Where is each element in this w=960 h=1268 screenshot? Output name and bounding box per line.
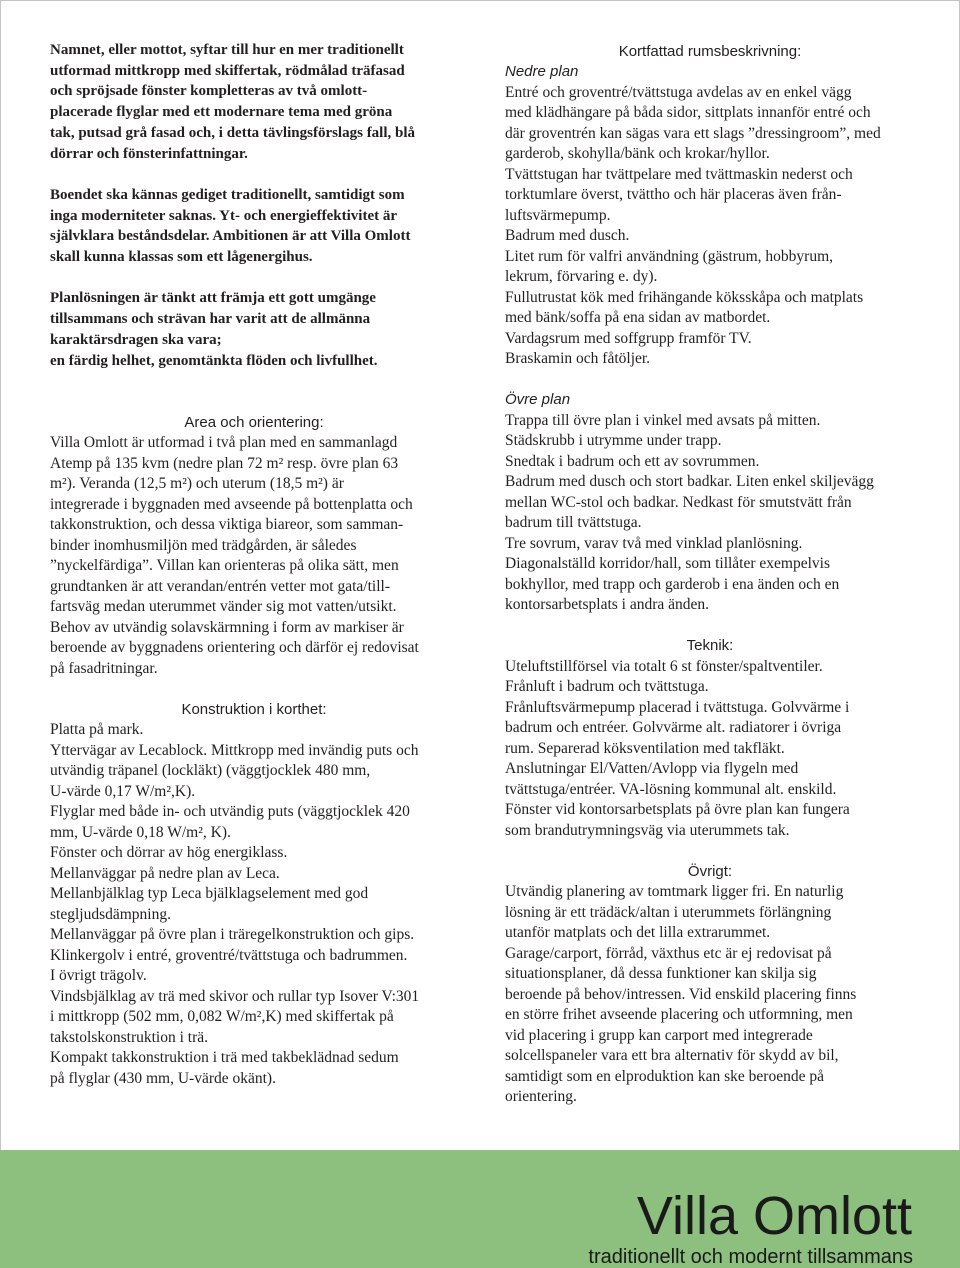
project-subtitle: traditionellt och modernt tillsammans [588,1246,913,1268]
subsection-heading: Nedre plan [505,63,579,81]
body-line: Braskamin och fåtöljer. [505,350,651,368]
body-line: utvändig träpanel (lockläkt) (väggtjocklek 480 mm, [50,762,371,780]
project-title: Villa Omlott [636,1186,912,1246]
body-line: Frånluftsvärmepump placerad i tvättstuga. Golvvärme i [505,698,850,716]
section-heading: Övrigt: [687,862,733,880]
intro-line: och spröjsade fönster kompletteras av två omlott- [50,83,368,100]
right-column [505,42,915,1108]
body-line: Snedtak i badrum och ett av sovrummen. [505,452,760,470]
body-line: Atemp på 135 kvm (nedre plan 72 m² resp. övre plan 63 [50,454,399,472]
spacer [505,370,915,391]
section-heading: Area och orientering: [184,413,324,431]
section-heading: Konstruktion i korthet: [181,700,327,718]
body-line: garderob, skohylla/bänk och krokar/hyllor. [505,145,770,163]
intro-paragraph-layout [50,288,470,371]
body-line: ”nyckelfärdiga”. Villan kan orienteras på olika sätt, men [50,557,399,575]
section-heading: Kortfattad rumsbeskrivning: [618,42,802,60]
spacer [505,841,915,862]
body-line: Litet rum för valfri användning (gästrum, hobbyrum, [505,247,834,265]
intro-line: tak, putsad grå fasad och, i detta tävlingsförslags fall, blå [50,124,416,141]
body-line: bokhyllor, med trapp och garderob i ena änden och en [505,575,840,593]
body-line: solcellspaneler vara ett bra alternativ för skydd av bil, [505,1047,839,1065]
body-line: Tre sovrum, varav två med vinklad planlösning. [505,534,803,552]
body-line: Entré och groventré/tvättstuga avdelas av en enkel vägg [505,83,852,101]
body-line: Städskrubb i utrymme under trapp. [505,432,722,450]
body-line: badrum och entréer. Golvvärme alt. radiatorer i övriga [505,719,842,737]
intro-line: en färdig helhet, genomtänkta flöden och livfullhet. [50,352,378,369]
body-line: Mellanväggar på övre plan i träregelkonstruktion och gips. [50,926,415,944]
body-line: I övrigt trägolv. [50,967,147,985]
body-line: lekrum, förvaring e. dy). [505,268,658,286]
body-line: Badrum med dusch. [505,227,630,245]
body-line: tvättstuga/entréer. VA-lösning kommunal alt. enskild. [505,780,837,798]
body-line: Villa Omlott är utformad i två plan med en sammanlagd [50,434,398,452]
body-line: U-värde 0,17 W/m²,K). [50,782,196,800]
intro-line: placerade flyglar med ett modernare tema med gröna [50,104,393,121]
body-line: som brandutrymningsväg via uterummets tak. [505,821,790,839]
subsection-lower-floor [505,62,915,370]
body-line: där groventrén kan sägas vara ett slags ”dressingroom”, med [505,124,881,142]
body-line: utanför matplats och det lilla extrarummet. [505,924,771,942]
body-line: rum. Separerad köksventilation med takfläkt. [505,739,785,757]
body-line: luftsvärmepump. [505,206,611,224]
intro-line: skall kunna klassas som ett lågenergihus. [50,249,313,266]
body-line: i mittkropp (502 mm, 0,082 W/m²,K) med skiffertak på [50,1008,394,1026]
left-column [50,413,458,1090]
intro-paragraph-ambition [50,185,470,268]
body-line: Anslutningar El/Vatten/Avlopp via flygeln med [505,760,799,778]
body-line: samtidigt som en elproduktion kan ske beroende på [505,1067,824,1085]
body-line: mellan WC-stol och badkar. Nedkast för smutstvätt från [505,493,852,511]
body-line: Tvättstugan har tvättpelare med tvättmaskin nederst och [505,165,853,183]
intro-line: självklara beståndsdelar. Ambitionen är att Villa Omlott [50,228,411,245]
body-line: Behov av utvändig solavskärmning i form av markiser är [50,618,404,636]
body-line: stegljudsdämpning. [50,905,171,923]
spacer [50,268,470,289]
body-line: Garage/carport, förråd, växthus etc är ej redovisat på [505,944,832,962]
body-line: Frånluft i badrum och tvättstuga. [505,678,709,696]
subsection-upper-floor [505,390,915,616]
footer-band [0,1150,960,1268]
body-line: Vindsbjälklag av trä med skivor och rullar typ Isover V:301 [50,987,420,1005]
section-area [50,413,458,680]
body-line: Badrum med dusch och stort badkar. Liten enkel skiljevägg [505,473,874,491]
intro-line: Namnet, eller mottot, syftar till hur en mer traditionellt [50,42,404,58]
body-line: på fasadritningar. [50,659,158,677]
body-line: Fönster vid kontorsarbetsplats på övre plan kan fungera [505,801,850,819]
body-line: mm, U-värde 0,18 W/m², K). [50,823,231,841]
intro-line: Boendet ska kännas gediget traditionellt, samtidigt som [50,186,405,203]
body-line: binder inomhusmiljön med trädgården, är således [50,536,357,554]
intro-line: karaktärsdragen ska vara; [50,331,222,348]
body-line: badrum till tvättstuga. [505,514,642,532]
body-line: Vardagsrum med soffgrupp framför TV. [505,329,752,347]
body-line: Platta på mark. [50,721,144,739]
section-construction [50,700,458,1090]
spacer [50,164,470,185]
body-line: Fönster och dörrar av hög energiklass. [50,844,288,862]
body-line: takkonstruktion, och dessa viktiga biareor, som samman- [50,516,404,534]
body-line: på flyglar (430 mm, U-värde okänt). [50,1069,276,1087]
subsection-heading: Övre plan [505,391,571,409]
section-technology [505,636,915,841]
body-line: beroende på behov/intressen. Vid enskild placering finns [505,985,857,1003]
intro-line: Planlösningen är tänkt att främja ett gott umgänge [50,290,376,307]
body-line: torktumlare överst, tvättho och här placeras även från- [505,186,842,204]
body-line: takstolskonstruktion i trä. [50,1028,209,1046]
intro-block [50,40,470,371]
body-line: med klädhängare på båda sidor, sittplats innanför entré och [505,104,871,122]
body-line: Mellanväggar på nedre plan av Leca. [50,864,280,882]
body-line: Flyglar med både in- och utvändig puts (väggtjocklek 420 [50,803,410,821]
body-line: Yttervägar av Lecablock. Mittkropp med invändig puts och [50,741,419,759]
body-line: Klinkergolv i entré, groventré/tvättstuga och badrummen. [50,946,408,964]
spacer [50,679,458,700]
body-line: Kompakt takkonstruktion i trä med takbeklädnad sedum [50,1049,399,1067]
section-other [505,862,915,1108]
body-line: Fullutrustat kök med frihängande köksskåpa och matplats [505,288,864,306]
intro-line: dörrar och fönsterinfattningar. [50,145,248,162]
body-line: med bänk/soffa på ena sidan av matbordet. [505,309,771,327]
section-heading: Teknik: [686,637,734,655]
intro-paragraph-motto [50,40,470,164]
intro-line: inga moderniteter saknas. Yt- och energieffektivitet är [50,207,398,224]
body-line: m²). Veranda (12,5 m²) och uterum (18,5 m²) är [50,475,344,493]
body-line: Uteluftstillförsel via totalt 6 st fönster/spaltventiler. [505,657,823,675]
body-line: fartsväg medan uterummet vänder sig mot vatten/utsikt. [50,598,397,616]
body-line: kontorsarbetsplats i andra änden. [505,596,710,614]
body-line: beroende av byggnadens orientering och därför ej redovisat [50,639,419,657]
intro-line: utformad mittkropp med skiffertak, rödmålad träfasad [50,62,405,79]
body-line: orientering. [505,1088,577,1106]
body-line: situationsplaner, då dessa funktioner kan skilja sig [505,965,817,983]
body-line: en större frihet avseende placering och utformning, men [505,1006,853,1024]
body-line: Utvändig planering av tomtmark ligger fri. En naturlig [505,883,844,901]
intro-line: tillsammans och strävan har varit att de allmänna [50,311,371,328]
body-line: Diagonalställd korridor/hall, som tillåter exempelvis [505,555,830,573]
body-line: Mellanbjälklag typ Leca bjälklagselement med god [50,885,369,903]
spacer [505,616,915,637]
body-line: lösning är ett trädäck/altan i uterummets förlängning [505,903,832,921]
body-line: grundtanken är att verandan/entrén vetter mot gata/till- [50,577,391,595]
body-line: Trappa till övre plan i vinkel med avsats på mitten. [505,411,821,429]
body-line: integrerade i byggnaden med avseende på bottenplatta och [50,495,413,513]
body-line: vid placering i grupp kan carport med integrerade [505,1026,813,1044]
